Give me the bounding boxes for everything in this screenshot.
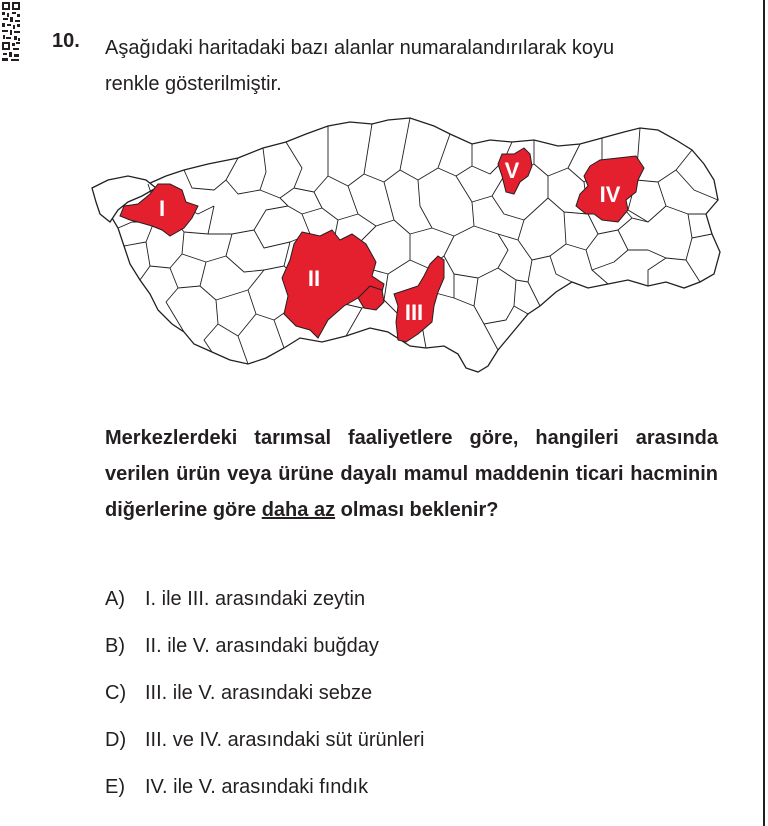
- option-text: II. ile V. arasındaki buğday: [145, 635, 379, 657]
- question-stem: [105, 30, 718, 102]
- qr-code-icon: [0, 0, 22, 64]
- region-label-IV: IV: [599, 182, 621, 207]
- prompt-end: olması beklenir?: [340, 499, 499, 521]
- answer-options: [105, 586, 424, 821]
- option-text: III. ile V. arasındaki sebze: [145, 682, 373, 704]
- option-text: IV. ile V. arasındaki fındık: [145, 776, 369, 798]
- option-letter: A): [105, 588, 125, 610]
- option-letter: B): [105, 635, 125, 657]
- question-number: 10.: [52, 30, 80, 52]
- question-prompt: [105, 420, 718, 528]
- turkey-province-map: [88, 110, 723, 380]
- option-text: III. ve IV. arasındaki süt ürünleri: [145, 729, 425, 751]
- prompt-main: Merkezlerdeki tarımsal faaliyetlere göre, hangileri arasında verilen ürün veya ürüne dayalı mamul maddenin ticari hacminin diğerlerine göre: [105, 427, 718, 521]
- option-b[interactable]: [105, 633, 424, 680]
- region-label-II: II: [307, 266, 321, 291]
- question-stem-line1: Aşağıdaki haritadaki bazı alanlar numaralandırılarak koyu: [105, 37, 615, 59]
- option-a[interactable]: [105, 586, 424, 633]
- option-d[interactable]: [105, 727, 424, 774]
- option-letter: E): [105, 776, 125, 798]
- region-label-I: I: [158, 196, 166, 221]
- option-letter: C): [105, 682, 127, 704]
- option-letter: D): [105, 729, 127, 751]
- region-label-V: V: [504, 158, 520, 183]
- option-e[interactable]: [105, 774, 424, 821]
- option-c[interactable]: [105, 680, 424, 727]
- option-text: I. ile III. arasındaki zeytin: [145, 588, 366, 610]
- prompt-underlined: daha az: [261, 499, 336, 521]
- region-label-III: III: [404, 300, 424, 325]
- page-border-line: [763, 0, 765, 826]
- question-stem-line2: renkle gösterilmiştir.: [105, 73, 282, 95]
